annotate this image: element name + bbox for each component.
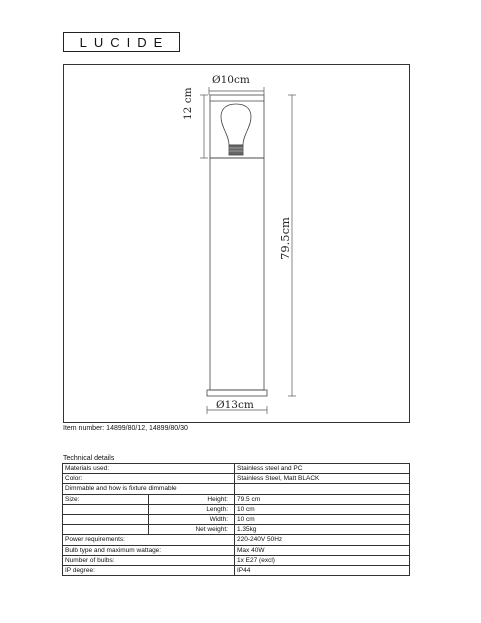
spec-value: Max 40W xyxy=(235,545,410,555)
top-diameter-label: Ø10cm xyxy=(212,74,250,86)
brand-logo: LUCIDE xyxy=(63,32,180,52)
lamp-drawing xyxy=(64,65,411,424)
spec-label: Number of bulbs: xyxy=(63,555,235,565)
lamp-pole xyxy=(210,158,264,390)
bulb-icon xyxy=(221,104,251,155)
spec-value: Stainless Steel, Matt BLACK xyxy=(235,474,410,484)
spec-row xyxy=(63,515,410,525)
technical-details-title: Technical details xyxy=(63,455,115,462)
spec-sublabel: Net weight: xyxy=(149,525,235,535)
spec-row xyxy=(63,464,410,474)
spec-row xyxy=(63,545,410,555)
spec-label: Size: xyxy=(63,494,149,504)
spec-value xyxy=(235,484,410,494)
spec-row xyxy=(63,484,410,494)
spec-sublabel: Length: xyxy=(149,504,235,514)
spec-label: Dimmable and how is fixture dimmable xyxy=(63,484,235,494)
head-height-label: 12 cm xyxy=(182,87,194,120)
spec-row xyxy=(63,535,410,545)
spec-row xyxy=(63,504,410,514)
technical-drawing xyxy=(63,64,410,423)
spec-sublabel: Width: xyxy=(149,515,235,525)
spec-value: 10 cm xyxy=(235,504,410,514)
spec-label xyxy=(63,515,149,525)
spec-label: Color: xyxy=(63,474,235,484)
technical-details-table xyxy=(62,463,410,576)
base-diameter-label: Ø13cm xyxy=(216,399,254,411)
lamp-base xyxy=(207,390,267,396)
spec-value: 1x E27 (excl) xyxy=(235,555,410,565)
spec-value: 220-240V 50Hz xyxy=(235,535,410,545)
spec-label: Bulb type and maximum wattage: xyxy=(63,545,235,555)
top-diameter-dimension xyxy=(209,87,264,95)
spec-label: Power requirements: xyxy=(63,535,235,545)
spec-value: 79.5 cm xyxy=(235,494,410,504)
spec-row xyxy=(63,525,410,535)
spec-label xyxy=(63,504,149,514)
spec-value: 1.35kg xyxy=(235,525,410,535)
spec-label xyxy=(63,525,149,535)
spec-value: Stainless steel and PC xyxy=(235,464,410,474)
spec-row xyxy=(63,474,410,484)
spec-label: IP degree: xyxy=(63,566,235,576)
spec-sublabel: Height: xyxy=(149,494,235,504)
spec-row xyxy=(63,555,410,565)
spec-row xyxy=(63,494,410,504)
total-height-label: 79.5cm xyxy=(278,217,292,260)
head-height-dimension xyxy=(200,95,208,158)
spec-label: Materials used: xyxy=(63,464,235,474)
spec-value: 10 cm xyxy=(235,515,410,525)
spec-row xyxy=(63,566,410,576)
spec-value: IP44 xyxy=(235,566,410,576)
item-number: Item number: 14899/80/12, 14899/80/30 xyxy=(63,425,188,432)
